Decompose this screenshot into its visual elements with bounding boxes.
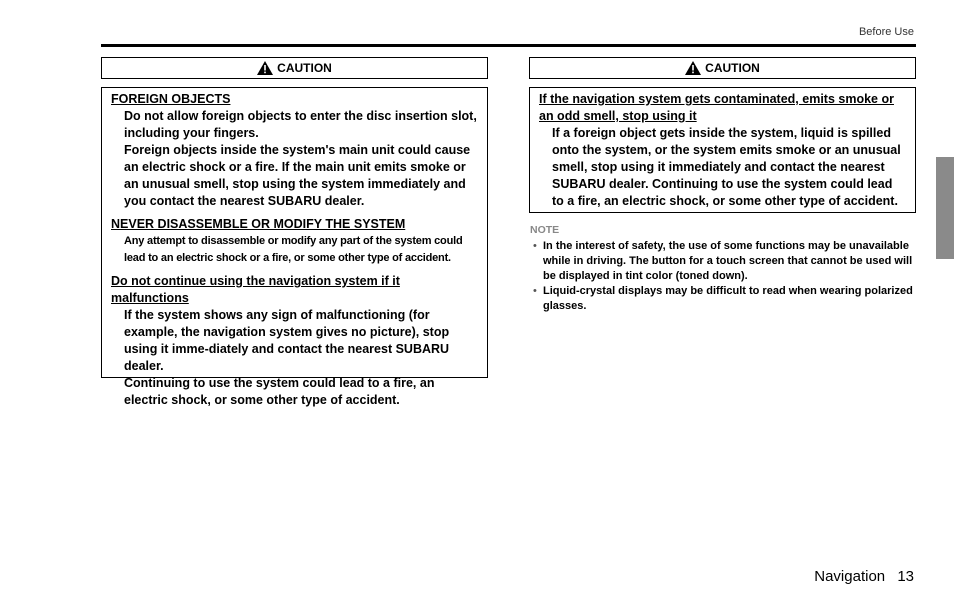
chapter-tab [936, 157, 954, 259]
block-heading: If the navigation system gets contaminated, emits smoke or an odd smell, stop using it [539, 92, 894, 123]
bullet-icon: • [533, 285, 537, 297]
block-paragraph: Foreign objects inside the system's main unit could cause an electric shock or a fire. If the main unit emits smoke or an unusual smell, stop using the system immediately and you contact the nearest SUBARU dealer. [124, 143, 471, 208]
page-number: 13 [897, 568, 914, 585]
block-paragraph: If the system shows any sign of malfunctioning (for example, the navigation system gives no picture), stop using it imme-diately and contact the nearest SUBARU dealer. [124, 308, 450, 373]
left-caution-bar [101, 57, 488, 79]
warning-icon [257, 61, 273, 75]
note-text: In the interest of safety, the use of some functions may be unavailable while in driving. The button for a touch screen that cannot be used will be displayed in tint color (toned down). [543, 240, 913, 282]
note-list [530, 239, 916, 314]
caution-label: CAUTION [277, 61, 332, 75]
block-heading: NEVER DISASSEMBLE OR MODIFY THE SYSTEM [111, 217, 406, 231]
block-paragraph: Continuing to use the system could lead to a fire, an electric shock, or some other type of accident. [124, 376, 435, 407]
block-heading: FOREIGN OBJECTS [111, 92, 231, 106]
warning-icon [685, 61, 701, 75]
section-header: Before Use [858, 26, 914, 38]
block-paragraph: Do not allow foreign objects to enter the disc insertion slot, including your fingers. [124, 109, 477, 140]
right-caution-bar [529, 57, 916, 79]
block-paragraph: Any attempt to disassemble or modify any part of the system could lead to an electric shock or a fire, or some other type of accident. [124, 235, 463, 264]
header-rule [101, 44, 916, 47]
right-caution-box [529, 87, 916, 213]
block-heading: Do not continue using the navigation system if it malfunctions [111, 274, 400, 305]
page-footer [814, 568, 914, 585]
note-text: Liquid-crystal displays may be difficult to read when wearing polarized glasses. [543, 285, 913, 312]
chapter-name: Navigation [814, 568, 886, 585]
block-paragraph: If a foreign object gets inside the system, liquid is spilled onto the system, or the system emits smoke or an unusual smell, stop using it immediately and contact the nearest SUBARU dealer. Continuing to use the system could lead to a fire, an electric shock, or some other type of accident. [552, 126, 901, 208]
note-item [530, 239, 916, 284]
note-label: NOTE [530, 224, 560, 236]
bullet-icon: • [533, 240, 537, 252]
left-caution-box [101, 87, 488, 407]
caution-label: CAUTION [705, 61, 760, 75]
note-item [530, 284, 916, 314]
